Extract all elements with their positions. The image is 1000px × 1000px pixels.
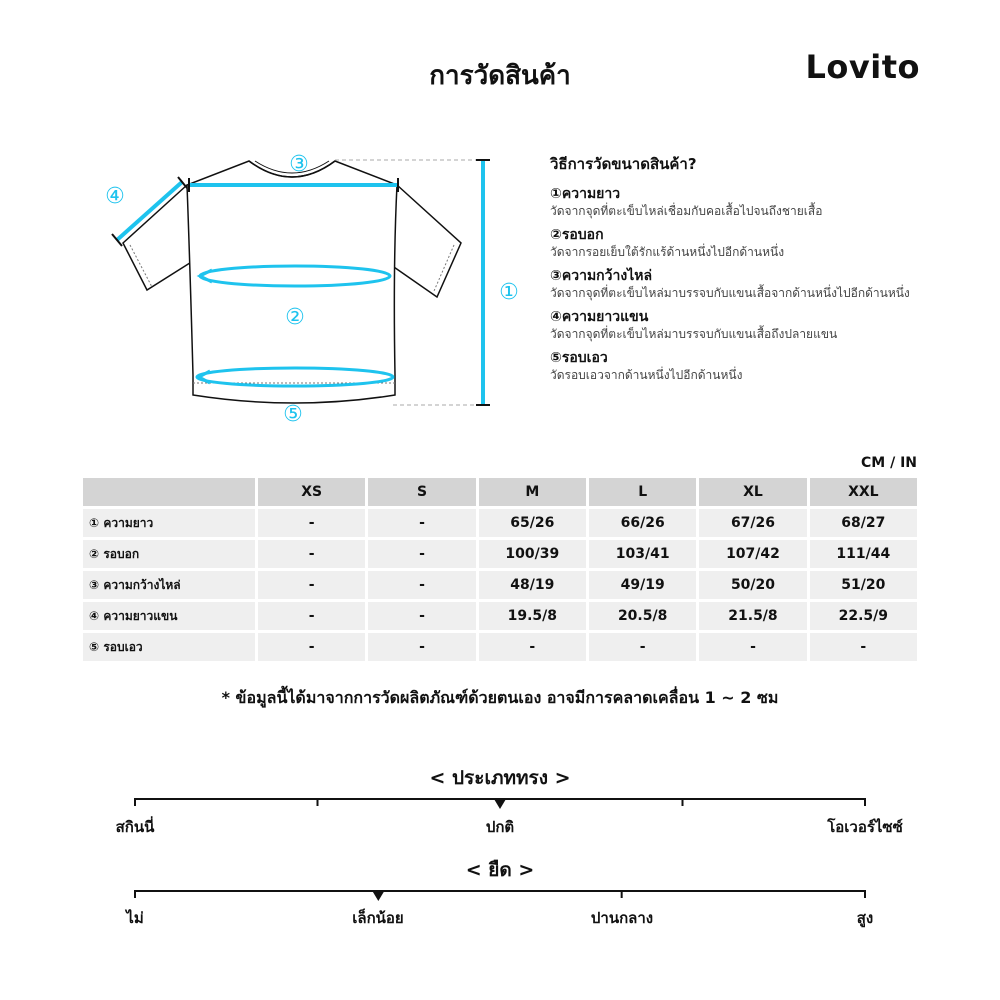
how-to-item-desc: วัดจากจุดที่ตะเข็บไหล่มาบรรจบกับแขนเสื้อถึงปลายแขน xyxy=(550,327,838,341)
table-cell: 49/19 xyxy=(589,571,696,599)
marker-sleeve: ④ xyxy=(105,184,125,209)
row-label: ⑤ รอบเอว xyxy=(83,633,255,661)
marker-waist: ⑤ xyxy=(283,402,303,427)
size-header: L xyxy=(589,478,696,506)
table-cell: - xyxy=(479,633,586,661)
table-cell: 21.5/8 xyxy=(699,602,806,630)
tshirt-diagram xyxy=(95,145,525,435)
fit-label-skinny: สกินนี่ xyxy=(115,818,155,836)
stretch-label-high: สูง xyxy=(856,909,874,927)
marker-length: ① xyxy=(499,280,519,305)
fit-label-oversize: โอเวอร์ไซซ์ xyxy=(827,818,903,836)
marker-shoulder: ③ xyxy=(289,152,309,177)
row-label: ① ความยาว xyxy=(83,509,255,537)
table-cell: - xyxy=(368,602,475,630)
row-label: ④ ความยาวแขน xyxy=(83,602,255,630)
how-to-item-title: ④ความยาวแขน xyxy=(550,309,649,325)
marker-chest: ② xyxy=(285,305,305,330)
how-to-item-title: ⑤รอบเอว xyxy=(550,350,608,366)
stretch-label-none: ไม่ xyxy=(126,909,144,927)
table-row xyxy=(83,571,917,599)
how-to-item-desc: วัดรอบเอวจากด้านหนึ่งไปอีกด้านหนึ่ง xyxy=(550,368,743,382)
table-cell: 22.5/9 xyxy=(810,602,917,630)
table-cell: - xyxy=(368,540,475,568)
fit-label-regular: ปกติ xyxy=(485,818,515,836)
how-to-item-desc: วัดจากจุดที่ตะเข็บไหล่เชื่อมกับคอเสื้อไปจนถึงชายเสื้อ xyxy=(550,204,823,218)
size-header: XS xyxy=(258,478,365,506)
table-cell: 67/26 xyxy=(699,509,806,537)
page-title: การวัดสินค้า xyxy=(429,61,571,91)
table-row xyxy=(83,509,917,537)
stretch-label-medium: ปานกลาง xyxy=(590,909,654,927)
measurement-note: * ข้อมูลนี้ได้มาจากการวัดผลิตภัณฑ์ด้วยตนเอง อาจมีการคลาดเคลื่อน 1 ~ 2 ซม xyxy=(221,688,779,707)
table-cell: 107/42 xyxy=(699,540,806,568)
size-header: M xyxy=(479,478,586,506)
size-header: XL xyxy=(699,478,806,506)
table-cell: - xyxy=(368,571,475,599)
table-cell: - xyxy=(699,633,806,661)
table-header-row xyxy=(83,478,917,506)
how-to-item-desc: วัดจากจุดที่ตะเข็บไหล่มาบรรจบกับแขนเสื้อจากด้านหนึ่งไปอีกด้านหนึ่ง xyxy=(550,286,910,300)
fit-scale-title: < ประเภททรง > xyxy=(429,767,571,789)
table-cell: 48/19 xyxy=(479,571,586,599)
table-cell: 103/41 xyxy=(589,540,696,568)
fit-scale-pointer xyxy=(494,799,506,809)
table-cell: 68/27 xyxy=(810,509,917,537)
table-cell: 100/39 xyxy=(479,540,586,568)
table-cell: - xyxy=(258,571,365,599)
how-to-item xyxy=(550,226,990,260)
table-cell: - xyxy=(810,633,917,661)
table-row xyxy=(83,602,917,630)
size-header: XXL xyxy=(810,478,917,506)
brand-logo: Lovito xyxy=(805,48,920,86)
stretch-scale xyxy=(0,882,1000,906)
size-header: S xyxy=(368,478,475,506)
table-cell: 50/20 xyxy=(699,571,806,599)
how-to-item-title: ①ความยาว xyxy=(550,186,621,202)
table-cell: - xyxy=(368,509,475,537)
table-cell: - xyxy=(258,509,365,537)
table-cell: - xyxy=(589,633,696,661)
size-table xyxy=(80,475,920,664)
table-cell: 20.5/8 xyxy=(589,602,696,630)
unit-label: CM / IN xyxy=(861,455,917,471)
how-to-item-title: ②รอบอก xyxy=(550,227,604,243)
table-corner xyxy=(83,478,255,506)
stretch-label-slight: เล็กน้อย xyxy=(352,909,404,927)
table-cell: 51/20 xyxy=(810,571,917,599)
fit-scale xyxy=(0,790,1000,814)
how-to-item-title: ③ความกว้างไหล่ xyxy=(550,268,653,284)
how-to-item xyxy=(550,267,990,301)
how-to-item xyxy=(550,349,990,383)
stretch-scale-title: < ยืด > xyxy=(465,859,535,881)
stretch-scale-pointer xyxy=(372,891,384,901)
right-sleeve xyxy=(391,185,461,297)
table-cell: 65/26 xyxy=(479,509,586,537)
table-cell: - xyxy=(258,602,365,630)
table-cell: - xyxy=(368,633,475,661)
how-to-item xyxy=(550,185,990,219)
how-to-item xyxy=(550,308,990,342)
how-to-heading: วิธีการวัดขนาดสินค้า? xyxy=(550,155,697,173)
how-to-item-desc: วัดจากรอยเย็บใต้รักแร้ด้านหนึ่งไปอีกด้านหนึ่ง xyxy=(550,245,785,259)
table-row xyxy=(83,633,917,661)
table-cell: 66/26 xyxy=(589,509,696,537)
table-cell: - xyxy=(258,540,365,568)
table-cell: 19.5/8 xyxy=(479,602,586,630)
row-label: ③ ความกว้างไหล่ xyxy=(83,571,255,599)
table-cell: - xyxy=(258,633,365,661)
how-to-measure xyxy=(550,152,990,390)
table-row xyxy=(83,540,917,568)
table-cell: 111/44 xyxy=(810,540,917,568)
row-label: ② รอบอก xyxy=(83,540,255,568)
